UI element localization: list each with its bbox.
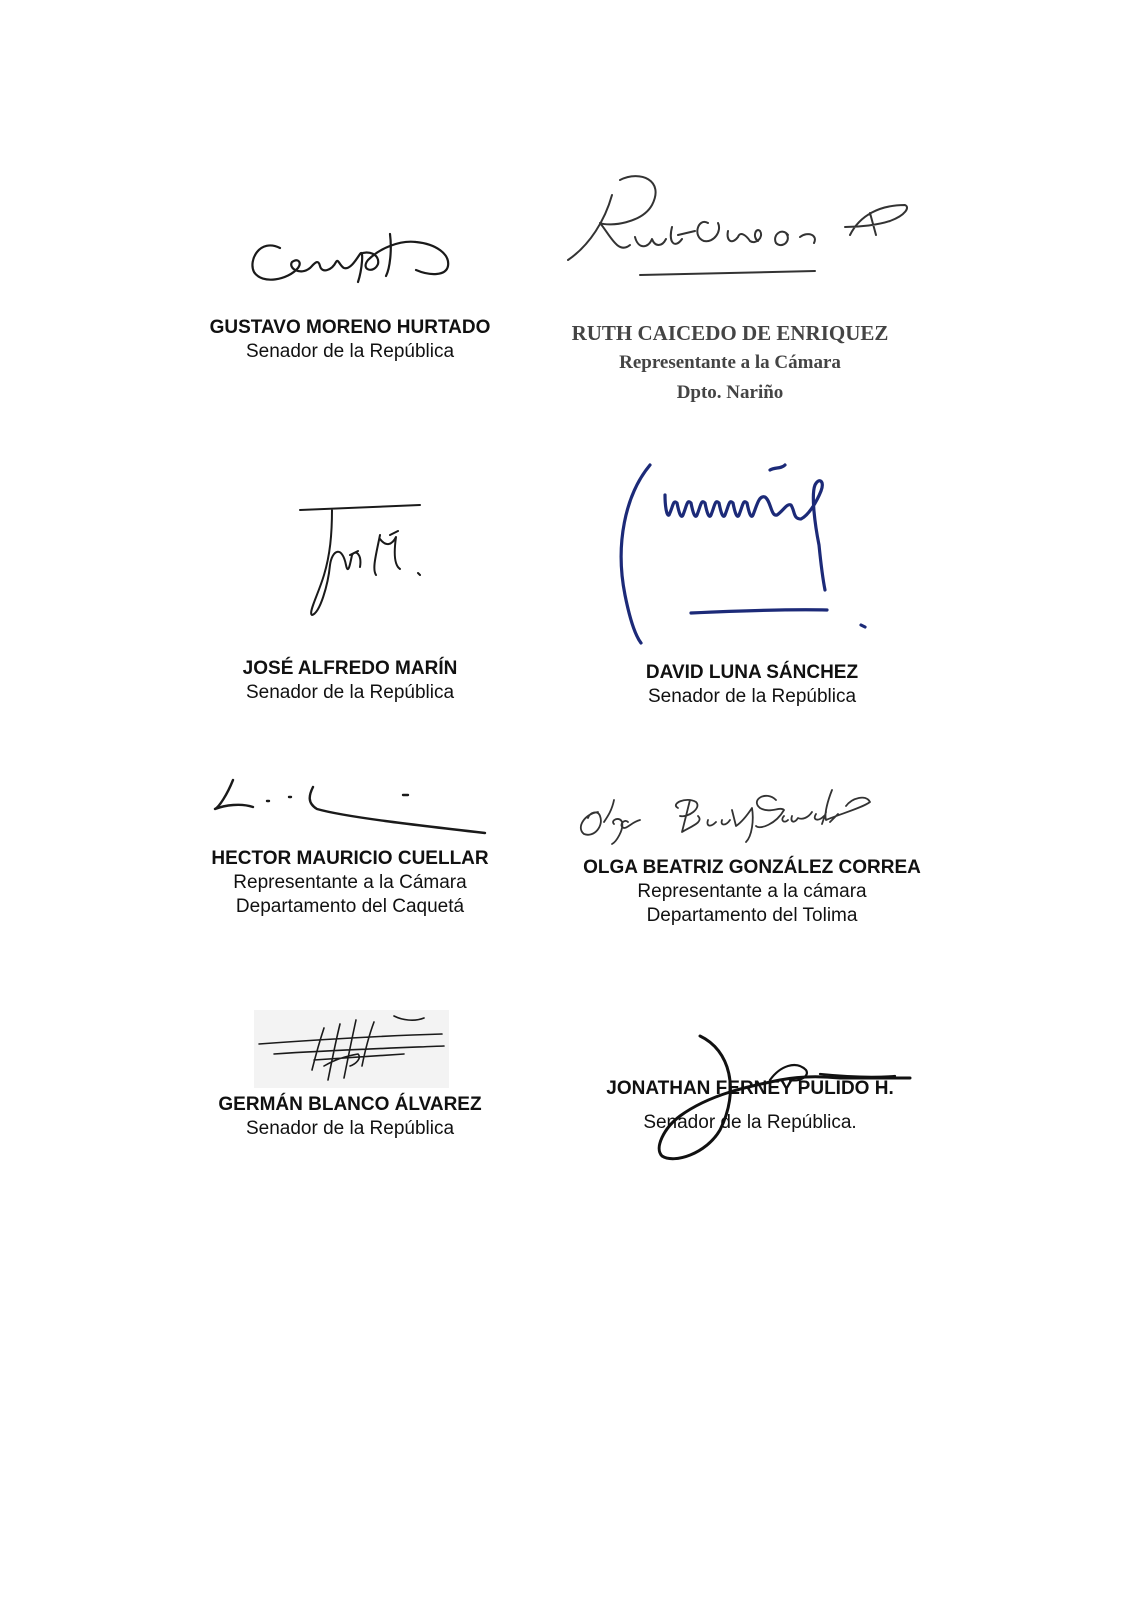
signatory-district: Dpto. Nariño — [676, 382, 784, 403]
signature-gustavo-moreno — [240, 210, 480, 305]
signatory-name: RUTH CAICEDO DE ENRIQUEZ — [571, 321, 889, 345]
signatory-block — [150, 316, 550, 364]
signatory-title: Representante a la cámara — [637, 881, 867, 902]
signatory-block — [150, 657, 550, 705]
signatory-title: Senador de la República — [245, 682, 455, 703]
signatory-name: JONATHAN FERNEY PULIDO H. — [606, 1078, 894, 1099]
signatory-block — [542, 856, 962, 928]
signatory-name: GERMÁN BLANCO ÁLVAREZ — [218, 1094, 482, 1115]
signatory-name: HECTOR MAURICIO CUELLAR — [211, 848, 489, 869]
signatory-name: JOSÉ ALFREDO MARÍN — [242, 658, 458, 679]
signature-german-blanco — [254, 1010, 449, 1088]
signature-hector-cuellar — [205, 765, 495, 845]
signatory-name: OLGA BEATRIZ GONZÁLEZ CORREA — [583, 857, 921, 878]
signature-david-luna — [595, 455, 885, 655]
signatory-title: Senador de la República — [245, 1118, 455, 1139]
signatory-title: Representante a la Cámara — [233, 872, 467, 893]
signatory-title: Senador de la República — [647, 686, 857, 707]
signatory-block — [552, 661, 952, 709]
signatory-title: Senador de la República — [245, 341, 455, 362]
signatory-block — [530, 318, 930, 408]
signatory-name: DAVID LUNA SÁNCHEZ — [645, 662, 859, 683]
signatory-name: GUSTAVO MORENO HURTADO — [209, 317, 491, 338]
signatory-block — [150, 847, 550, 919]
signatory-block — [150, 1093, 550, 1141]
signature-olga-gonzalez — [570, 770, 880, 850]
signatory-district: Departamento del Caquetá — [235, 896, 465, 917]
signatory-title: Senador de la República. — [643, 1112, 857, 1133]
signature-jose-marin — [290, 495, 440, 625]
signature-ruth-caicedo — [560, 165, 920, 285]
signatory-title: Representante a la Cámara — [619, 352, 841, 373]
signatory-district: Departamento del Tolima — [646, 905, 858, 926]
signature-jonathan-pulido — [640, 1030, 930, 1170]
